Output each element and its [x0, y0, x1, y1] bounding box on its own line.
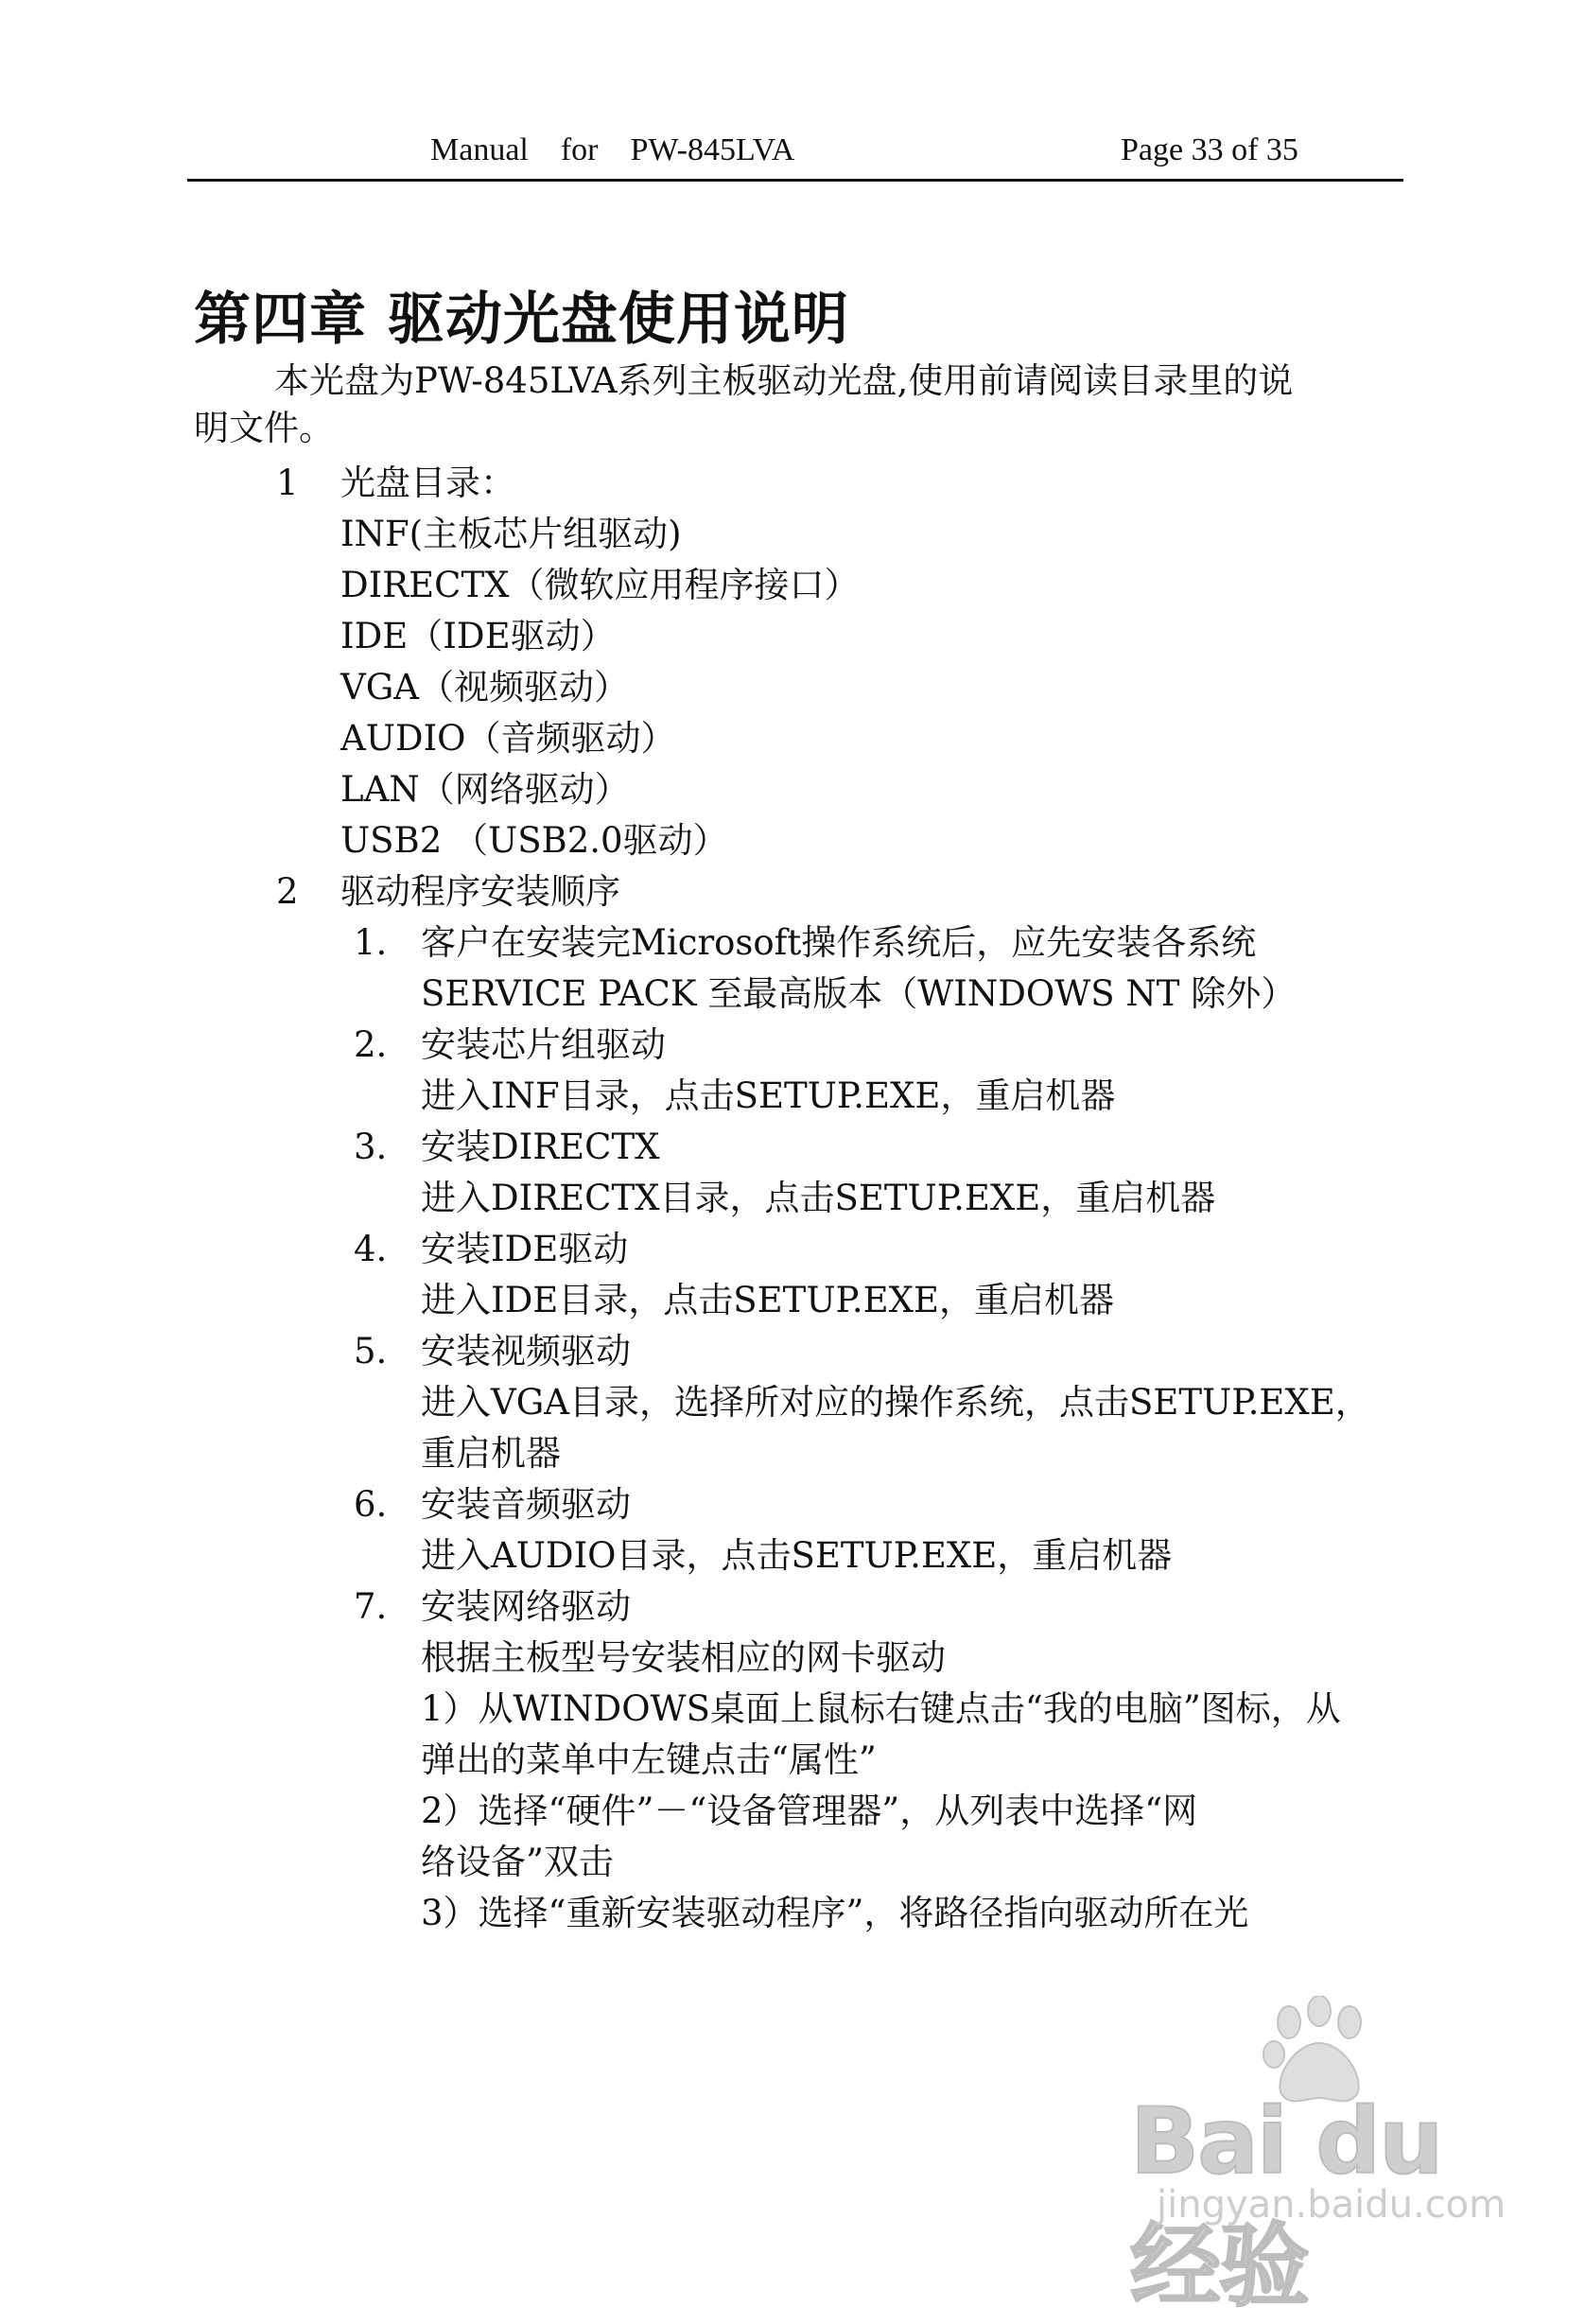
- step-line: 根据主板型号安装相应的网卡驱动: [421, 1637, 946, 1678]
- step-number: 1.: [354, 922, 388, 963]
- step-line: 3）选择“重新安装驱动程序”，将路径指向驱动所在光: [421, 1893, 1249, 1933]
- step-line: 络设备”双击: [421, 1842, 614, 1882]
- step-line: 安装视频驱动: [421, 1331, 631, 1372]
- step-line: 安装音频驱动: [421, 1484, 631, 1525]
- directory-item: VGA（视频驱动）: [340, 667, 629, 708]
- section-2-heading: 驱动程序安装顺序: [340, 871, 620, 912]
- step-line: 2）选择“硬件”－“设备管理器”，从列表中选择“网: [421, 1791, 1198, 1831]
- step-line: 安装芯片组驱动: [421, 1024, 666, 1065]
- baidu-jingyan-watermark: [1130, 1996, 1527, 2319]
- header-page-number: Page 33 of 35: [1121, 132, 1298, 167]
- step-line: 进入INF目录，点击SETUP.EXE，重启机器: [421, 1075, 1116, 1116]
- directory-item: AUDIO（音频驱动）: [340, 718, 676, 759]
- section-2-number: 2: [276, 871, 299, 912]
- directory-item: DIRECTX（微软应用程序接口）: [340, 565, 860, 605]
- step-number: 5.: [354, 1331, 388, 1372]
- chapter-title: 第四章 驱动光盘使用说明: [194, 287, 849, 353]
- header-manual-title: Manual for PW-845LVA: [430, 132, 795, 167]
- step-line: 重启机器: [421, 1433, 561, 1474]
- watermark-logo-text: Bai du 经验: [1130, 2088, 1442, 2319]
- section-1-heading: 光盘目录：: [340, 463, 515, 503]
- step-line: 进入IDE目录，点击SETUP.EXE，重启机器: [421, 1280, 1115, 1320]
- step-line: 弹出的菜单中左键点击“属性”: [421, 1739, 877, 1780]
- directory-item: LAN（网络驱动）: [340, 769, 630, 810]
- header-rule: [187, 179, 1403, 182]
- step-line: 进入DIRECTX目录，点击SETUP.EXE，重启机器: [421, 1178, 1216, 1218]
- step-line: 安装网络驱动: [421, 1586, 631, 1627]
- step-line: 进入VGA目录，选择所对应的操作系统，点击SETUP.EXE，: [421, 1382, 1370, 1423]
- step-line: 安装DIRECTX: [421, 1127, 660, 1167]
- step-line: 进入AUDIO目录，点击SETUP.EXE，重启机器: [421, 1535, 1173, 1576]
- directory-item: USB2 （USB2.0驱动）: [340, 820, 728, 861]
- step-number: 6.: [354, 1484, 388, 1525]
- step-number: 7.: [354, 1586, 388, 1627]
- step-number: 4.: [354, 1229, 388, 1269]
- step-number: 3.: [354, 1127, 388, 1167]
- intro-line-1: 本光盘为PW-845LVA系列主板驱动光盘,使用前请阅读目录里的说: [274, 360, 1294, 401]
- intro-line-2: 明文件。: [194, 408, 334, 448]
- step-line: 1）从WINDOWS桌面上鼠标右键点击“我的电脑”图标，从: [421, 1688, 1341, 1729]
- directory-item: IDE（IDE驱动）: [340, 616, 616, 656]
- directory-item: INF(主板芯片组驱动): [340, 514, 682, 554]
- step-line: 客户在安装完Microsoft操作系统后，应先安装各系统: [421, 922, 1257, 963]
- section-1-number: 1: [276, 463, 299, 503]
- step-number: 2.: [354, 1024, 388, 1065]
- step-line: 安装IDE驱动: [421, 1229, 629, 1269]
- step-line: SERVICE PACK 至最高版本（WINDOWS NT 除外）: [421, 973, 1297, 1014]
- page-header: [0, 132, 1585, 178]
- watermark-url: jingyan.baidu.com: [1157, 2183, 1507, 2227]
